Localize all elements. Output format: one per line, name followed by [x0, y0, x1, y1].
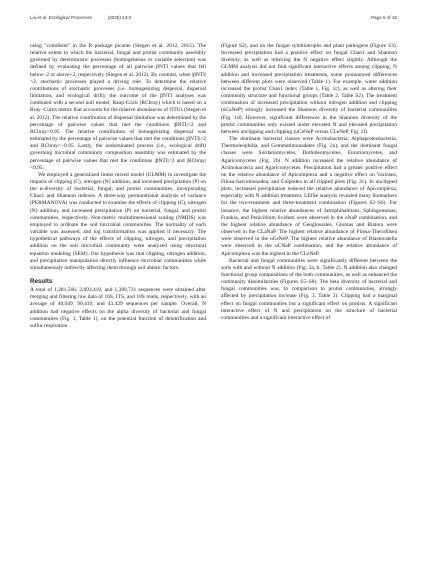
body-paragraph: using "comdistnt" in the R package picante (Stegen et al. 2012, 2015). The relative extent to which the bacterial, fungal and protist community assembly governed by deterministic processes (homogeneous or variable selection) was defined by evaluating the percentage of all pairwise βNTI values that fell below−2 or above+2, respectively (Stegen et al. 2012). By contrast, when |βNTI|<2, stochastic processes played a driving role. To determine the relative contributions of stochastic processes (i.e. homogenizing dispersal, dispersal limitation, and ecological drift), the outcome of the βNTI analyses was combined with a second null model, Raup-Crick (RCbray) which is based on a Bray−Curtis metric that accounts for the relative abundances of OTUs (Stegen et al. 2012). The relative contribution of dispersal limitation was determined by the percentage of pairwise values that met the conditions |βNTI|<2 and RCbray>0.95. The relative contribution of homogenizing dispersal was estimated by the percentage of pairwise values that met the conditions |βNTI|<2 and RCbray<−0.95. Lastly, the undominated process (i.e., ecological drift) governing microbial community composition assembly was estimated by the percentage of pairwise values that met the conditions |βNTI|<2 and |RCbray|<0.95.: [30, 43, 206, 171]
left-column: [30, 43, 206, 330]
running-head-left: [30, 15, 145, 20]
two-column-body: [30, 43, 397, 330]
right-column: [221, 43, 397, 330]
header-page-number: Page 5 of 16: [370, 15, 397, 20]
header-authors: Liu et al. Ecological Processes: [30, 15, 93, 20]
body-paragraph: (Figure S2), and on the fungal symbiotrophs and plant pathogens (Figure S3). Increased precipitation had a positive effect on fungal Chao1 and Shannon diversity, as well as relieving the N negative effect slightly. Although the GLMM analysis did not find significant interactive effects among clipping, N addition and increased precipitation treatments, some pronounced differences between different plots were observed (Table 1). For example, water addition increased the protist Chao1 index (Table 1, Fig. 1c), as well as altering their community structure and functional groups (Table 2, Table S2). The treatment combination of increased precipitation without nitrogen addition and clipping (uCaNeP) strongly increased the Shannon diversity of bacterial communities (Fig. 1d). However, significant differences in the Shannon diversity of the protist communities only existed under elevated N and elevated precipitation between unclipping and clipping (uCeNeP versus CLeNeP, Fig. 1f).: [221, 43, 397, 135]
body-paragraph: We employed a generalized linear mixed model (GLMM) to investigate the impacts of clipping (C), nitrogen (N) addition, and increased precipitation (P) on the α-diversity of bacterial, fungal, and protist communities, incorporating Chao1 and Shannon indexes. A three-way permutational analysis of variance (PERMANOVA) was conducted to examine the effects of clipping (C), nitrogen (N) addition, and increased precipitation (P) on bacterial, fungal, and protist communities, respectively. Non-metric multidimensional scaling (NMDS) was employed to ordinate the soil microbial communities. The normality of each variable was assessed, and log transformation was applied if necessary. The hypothetical pathways of the effects of clipping, nitrogen, and precipitation addition on the soil microbial community were analyzed using structural equation modeling (SEM). Our hypothesis was that clipping, nitrogen addition, and precipitation manipulation directly influence microbial communities while simultaneously indirectly affecting them through soil abiotic factors.: [30, 171, 206, 271]
body-paragraph: The dominant bacterial classes were Actinobacteria, Alphaproteobacteria, Thermoleophilia, and Gemmatimonadetes (Fig. 2a), and the dominant fungal classes were Sordariomycetes, Dothideomycetes, Eurotiomycetes, and Agaricomycetes (Fig. 2b). N addition increased the relative abundance of Actinobacteria and Agaricomycetes. Precipitation had a greater positive effect on the relative abundance of Apicomplexa and a negative effect on Variosea, Filosa-Sarcomonadea, and Colpodea in all clipped plots (Fig. 2c). In unclipped plots, increased precipitation reduced the relative abundance of Apicomplexa, especially with N addition treatment. LEfSe analysis revealed many biomarkers for the two-treatment and three-treatment combination (Figures S2–S6). For instance, the highest relative abundances of Jatrophihabitans, Sphingomonas, Frankia, and Penicillium lividum were observed in the eNaP combination, and the highest relative abundance of Geoglossales, Glomus and Biatora were observed in the CLaNaP. The highest relative abundance of Filosa-Thecofilsea were observed in the uCeNeP. The highest relative abundance of Blastocatella were observed in the uCNaP combination, and the relative abundance of Apicomplexa was the highest in the CLeNeP.: [221, 136, 397, 257]
header-year-volume: (2025) 14:3: [107, 15, 132, 20]
body-paragraph: Bacterial and fungal communities were significantly different between the soils with and without N addition (Fig. 3a, b, Table 2). N addition also changed functional group compositions of the both communities, as well as enhanced the community dissimilarities (Figures S5–S8). The beta diversity of bacterial and fungal communities was, in comparison to protist communities, strongly affected by precipitation increase (Fig. 3, Table 2). Clipping had a marginal effect on fungal communities but a significant effect on protists. A significant interactive effect of N and precipitation on the structure of bacterial communities and a significant interactive effect of: [221, 257, 397, 321]
body-paragraph: A total of 1,281,566, 2,893,410, and 1,389,731 sequences were obtained after merging and filtering raw data of 16S, ITS, and 18S reads, respectively, with an average of 40,049, 90,419, and 43,429 sequences per sample. Overall, N addition had negative effects on the alpha diversity of bacterial and fungal communities (Fig. 1, Table 1), on the potential function of denitrification and sulfur respiration: [30, 287, 206, 329]
running-head: [30, 15, 397, 23]
section-heading-results: Results: [30, 278, 53, 285]
